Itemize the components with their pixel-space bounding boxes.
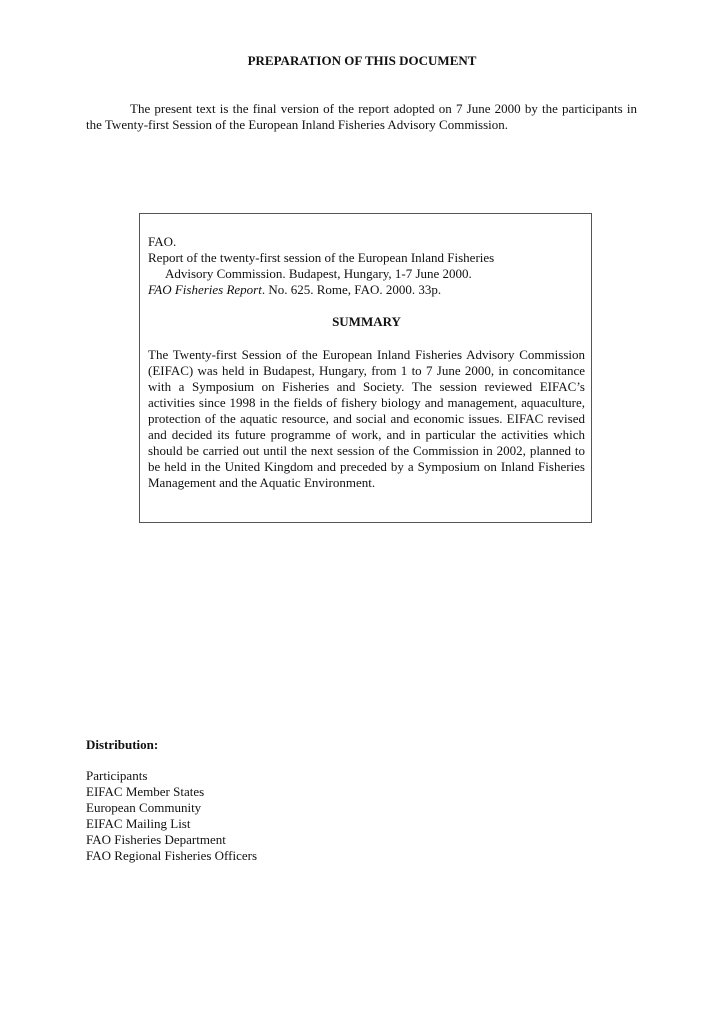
distribution-item: EIFAC Mailing List [86,816,191,831]
distribution-list [86,768,257,864]
intro-paragraph: The present text is the final version of the report adopted on 7 June 2000 by the participants in the Twenty-first Session of the European Inland Fisheries Advisory Commission. [86,101,637,132]
distribution-item: FAO Fisheries Department [86,832,226,847]
citation-summary-box [139,213,592,523]
distribution-item: European Community [86,800,202,815]
distribution-item: EIFAC Member States [86,784,205,799]
citation-title-line-2: Advisory Commission. Budapest, Hungary, 1-7 June 2000. [165,266,472,281]
distribution-item: Participants [86,768,148,783]
distribution-item: FAO Regional Fisheries Officers [86,848,258,863]
citation-series: FAO Fisheries Report [148,282,262,297]
distribution-heading: Distribution: [86,737,159,752]
citation-author: FAO. [148,234,177,249]
citation-title-line-1: Report of the twenty-first session of the European Inland Fisheries [148,250,495,265]
citation-series-details: . No. 625. Rome, FAO. 2000. 33p. [261,282,442,297]
summary-heading: SUMMARY [332,314,401,329]
summary-text: The Twenty-first Session of the European Inland Fisheries Advisory Commission (EIFAC) was held in Budapest, Hungary, from 1 to 7 June 2000, in concomitance with a Symposium on Fisheries and Society. The session reviewed EIFAC’s activities since 1998 in the fields of fishery biology and management, aquaculture, protection of the aquatic resource, and social and economic issues. EIFAC revised and decided its future programme of work, and in particular the activities which should be carried out until the next session of the Commission in 2002, planned to be held in the United Kingdom and preceded by a Symposium on Inland Fisheries Management and the Aquatic Environment. [148,347,585,490]
page-title: PREPARATION OF THIS DOCUMENT [247,53,477,68]
bibliographic-citation [148,234,588,298]
citation-series-line [148,282,588,298]
